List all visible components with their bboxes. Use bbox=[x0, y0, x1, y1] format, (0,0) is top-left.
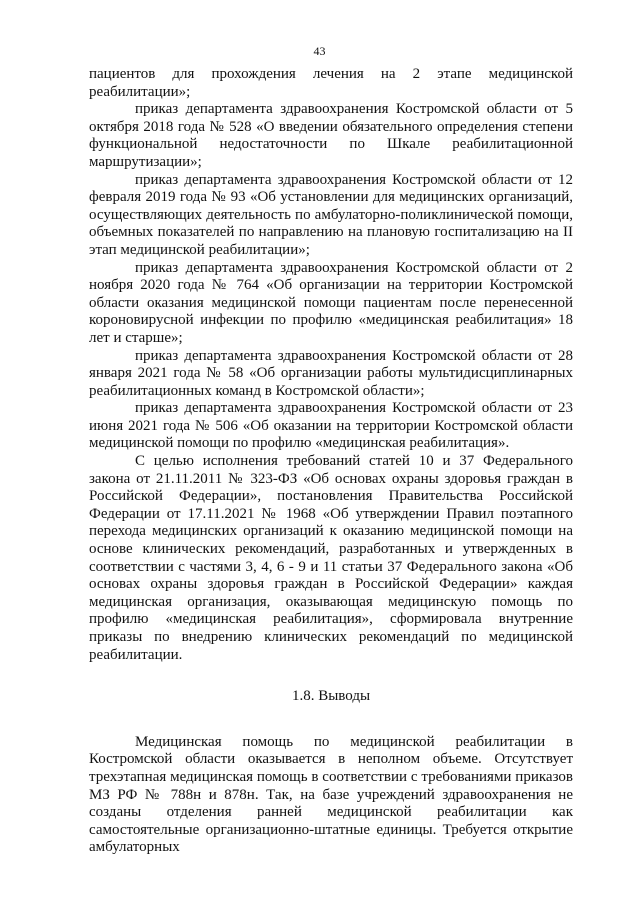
paragraph-order-506: приказ департамента здравоохранения Костромской области от 23 июня 2021 года № 506 «Об оказании на территории Костромской области медицинской помощи по профилю «медицинская реабилитация». bbox=[89, 400, 573, 452]
paragraph-conclusion: Медицинская помощь по медицинской реабилитации в Костромской области оказывается в неполном объеме. Отсутствует трехэтапная медицинская помощь в соответствии с требованиями приказов МЗ РФ № 788н и 878н. Так, на базе учреждений здравоохранения не созданы отделения ранней медицинской реабилитации как самостоятельные организационно-штатные единицы. Требуется открытие амбулаторных bbox=[89, 733, 573, 856]
section-heading: 1.8. Выводы bbox=[291, 688, 371, 705]
paragraph-order-528: приказ департамента здравоохранения Костромской области от 5 октября 2018 года № 528 «О введении обязательного определения степени функциональной недостаточности по Шкале реабилитационной маршрутизации»; bbox=[89, 101, 573, 170]
document-body bbox=[89, 66, 573, 857]
paragraph-continuation: пациентов для прохождения лечения на 2 этапе медицинской реабилитации»; bbox=[89, 66, 573, 100]
paragraph-order-93: приказ департамента здравоохранения Костромской области от 12 февраля 2019 года № 93 «Об установлении для медицинских организаций, осуществляющих деятельность по амбулаторно-поликлинической помощи, объемных показателей по направлению на плановую госпитализацию на II этап медицинской реабилитации»; bbox=[89, 171, 573, 258]
paragraph-order-58: приказ департамента здравоохранения Костромской области от 28 января 2021 года № 58 «Об организации работы мультидисциплинарных реабилитационных команд в Костромской области»; bbox=[89, 347, 573, 399]
page-number: 43 bbox=[313, 44, 326, 58]
paragraph-order-764: приказ департамента здравоохранения Костромской области от 2 ноября 2020 года № 764 «Об организации на территории Костромской области оказания медицинской помощи пациентам после перенесенной короновирусной инфекции по профилю «медицинская реабилитация» 18 лет и старше»; bbox=[89, 259, 573, 346]
paragraph-federal-law: С целью исполнения требований статей 10 и 37 Федерального закона от 21.11.2011 № 323-ФЗ «Об основах охраны здоровья граждан в Российской Федерации», постановления Правительства Российской Федерации от 17.11.2021 № 1968 «Об утверждении Правил поэтапного перехода медицинских организаций к оказанию медицинской помощи на основе клинических рекомендаций, разработанных и утвержденных в соответствии с частями 3, 4, 6 - 9 и 11 статьи 37 Федерального закона «Об основах охраны здоровья граждан в Российской Федерации» каждая медицинская организация, оказывающая медицинскую помощь по профилю «медицинская реабилитация», сформировала внутренние приказы по внедрению клинических рекомендаций по медицинской реабилитации. bbox=[89, 453, 573, 663]
